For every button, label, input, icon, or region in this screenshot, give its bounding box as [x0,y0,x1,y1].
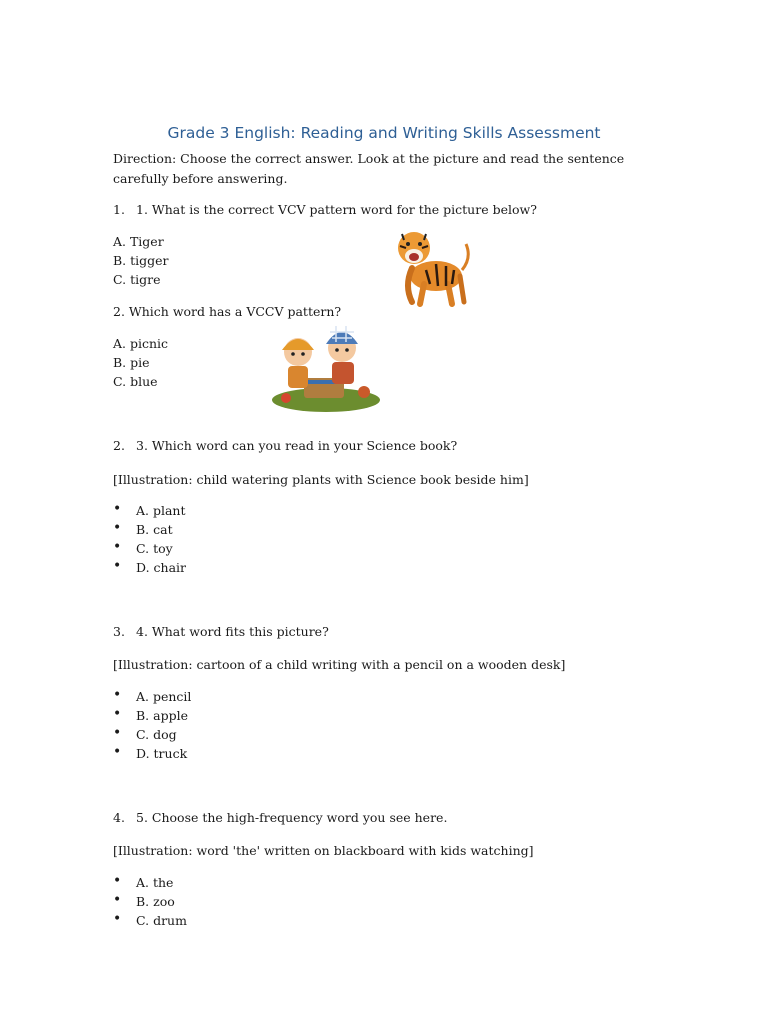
question-4: 4. What word fits this picture? [136,624,329,639]
q2-option-a: A. picnic [113,336,169,351]
q4-option-b: B. apple [136,708,188,723]
q4-option-a: A. pencil [136,689,192,704]
q5-option-b: B. zoo [136,894,175,909]
q2-option-c: C. blue [113,374,158,389]
bullet: • [113,520,122,536]
bullet: • [113,911,122,927]
page-title: Grade 3 English: Reading and Writing Skills Assessment [167,124,601,142]
list-number: 4. [113,810,125,825]
question-1: 1. What is the correct VCV pattern word for the picture below? [136,202,537,217]
q1-option-c: C. tigre [113,272,161,287]
list-number: 1. [113,202,125,217]
q4-option-d: D. truck [136,746,188,761]
q1-option-a: A. Tiger [113,234,164,249]
directions: Direction: Choose the correct answer. Look at the picture and read the sentence carefully before answering. [113,151,625,186]
q5-illustration-note: [Illustration: word 'the' written on blackboard with kids watching] [113,843,534,858]
q3-option-c: C. toy [136,541,173,556]
bullet: • [113,706,122,722]
q2-option-b: B. pie [113,355,150,370]
bullet: • [113,892,122,908]
bullet: • [113,873,122,889]
question-2: 2. Which word has a VCCV pattern? [113,304,342,319]
bullet: • [113,725,122,741]
q4-illustration-note: [Illustration: cartoon of a child writing with a pencil on a wooden desk] [113,657,566,672]
bullet: • [113,501,122,517]
question-3: 3. Which word can you read in your Science book? [136,438,458,453]
q3-option-a: A. plant [136,503,186,518]
q4-option-c: C. dog [136,727,177,742]
q5-option-c: C. drum [136,913,187,928]
bullet: • [113,687,122,703]
list-number: 3. [113,624,125,639]
tiger-image [390,224,474,308]
list-number: 2. [113,438,125,453]
bullet: • [113,744,122,760]
question-5: 5. Choose the high-frequency word you see here. [136,810,448,825]
q5-option-a: A. the [136,875,174,890]
q3-option-d: D. chair [136,560,186,575]
q3-illustration-note: [Illustration: child watering plants with Science book beside him] [113,472,529,487]
picnic-kids-image [266,312,386,416]
bullet: • [113,558,122,574]
bullet: • [113,539,122,555]
q1-option-b: B. tigger [113,253,169,268]
q3-option-b: B. cat [136,522,173,537]
